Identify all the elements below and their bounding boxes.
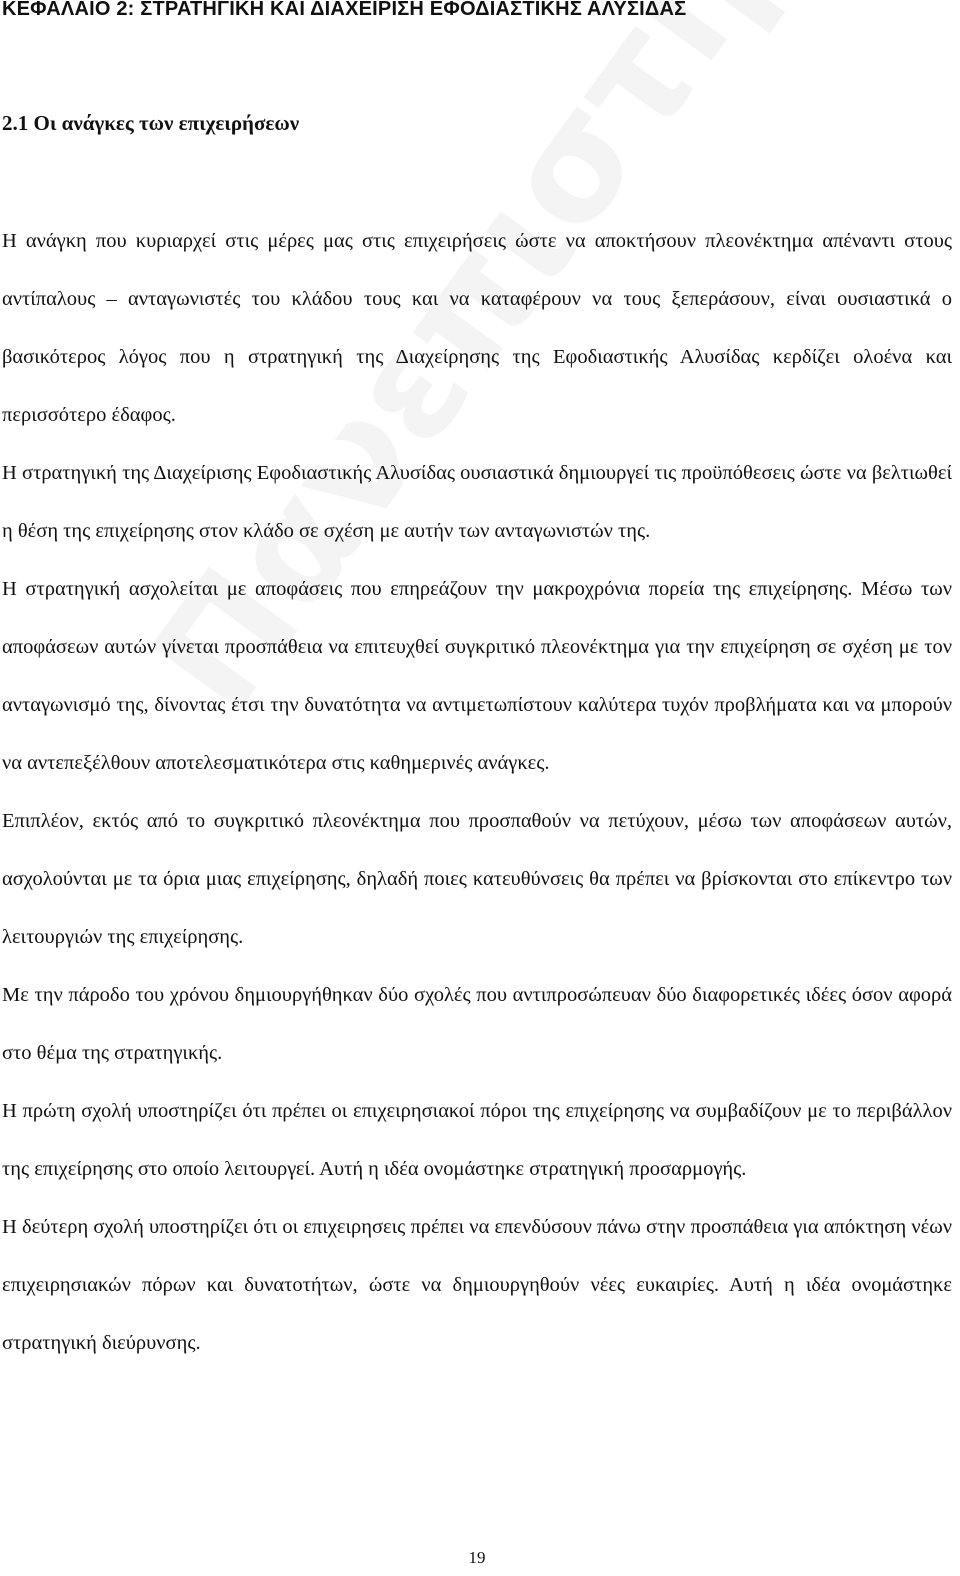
paragraph: Με την πάροδο του χρόνου δημιουργήθηκαν δύο σχολές που αντιπροσώπευαν δύο διαφορετικές ιδέες όσον αφορά στο θέμα της στρατηγικής. bbox=[2, 984, 952, 1064]
chapter-title: ΚΕΦΑΛΑΙΟ 2: ΣΤΡΑΤΗΓΙΚΗ ΚΑΙ ΔΙΑΧΕΙΡΙΣΗ ΕΦΟΔΙΑΣΤΙΚΗΣ ΑΛΥΣΙΔΑΣ bbox=[2, 0, 687, 20]
paragraph: Η στρατηγική ασχολείται με αποφάσεις που επηρεάζουν την μακροχρόνια πορεία της επιχείρησης. Μέσω των αποφάσεων αυτών γίνεται προσπάθεια να επιτευχθεί συγκριτικό πλεονέκτημα για την επιχείρηση σε σχέση με τον ανταγωνισμό της, δίνοντας έτσι την δυνατότητα να αντιμετωπίστουν καλύτερα τυχόν προβλήματα και να μπορούν να αντεπεξέλθουν αποτελεσματικότερα στις καθημερινές ανάγκες. bbox=[2, 578, 952, 774]
page-number: 19 bbox=[468, 1548, 486, 1567]
paragraph: Η δεύτερη σχολή υποστηρίζει ότι οι επιχειρησεις πρέπει να επενδύσουν πάνω στην προσπάθεια για απόκτηση νέων επιχειρησιακών πόρων και δυνατοτήτων, ώστε να δημιουργηθούν νέες ευκαιρίες. Αυτή η ιδέα ονομάστηκε στρατηγική διεύρυνσης. bbox=[2, 1216, 952, 1354]
section-title: 2.1 Οι ανάγκες των επιχειρήσεων bbox=[2, 111, 300, 135]
paragraph: Η στρατηγική της Διαχείρισης Εφοδιαστικής Αλυσίδας ουσιαστικά δημιουργεί τις προϋπόθεσεις ώστε να βελτιωθεί η θέση της επιχείρησης στον κλάδο σε σχέση με αυτήν των ανταγωνιστών της. bbox=[2, 462, 952, 542]
paragraph: Η ανάγκη που κυριαρχεί στις μέρες μας στις επιχειρήσεις ώστε να αποκτήσουν πλεονέκτημα απέναντι στους αντίπαλους – ανταγωνιστές του κλάδου τους και να καταφέρουν να τους ξεπεράσουν, είναι ουσιαστικά ο βασικότερος λόγος που η στρατηγική της Διαχείρησης της Εφοδιαστικής Αλυσίδας κερδίζει ολοένα και περισσότερο έδαφος. bbox=[2, 230, 952, 426]
paragraph: Επιπλέον, εκτός από το συγκριτικό πλεονέκτημα που προσπαθούν να πετύχουν, μέσω των αποφάσεων αυτών, ασχολούνται με τα όρια μιας επιχείρησης, δηλαδή ποιες κατευθύνσεις θα πρέπει να βρίσκονται στο επίκεντρο των λειτουργιών της επιχείρησης. bbox=[2, 810, 952, 948]
body-text bbox=[2, 212, 952, 1372]
paragraph: Η πρώτη σχολή υποστηρίζει ότι πρέπει οι επιχειρησιακοί πόροι της επιχείρησης να συμβαδίζουν με το περιβάλλον της επιχείρησης στο οποίο λειτουργεί. Αυτή η ιδέα ονομάστηκε στρατηγική προσαρμογής. bbox=[2, 1100, 952, 1180]
